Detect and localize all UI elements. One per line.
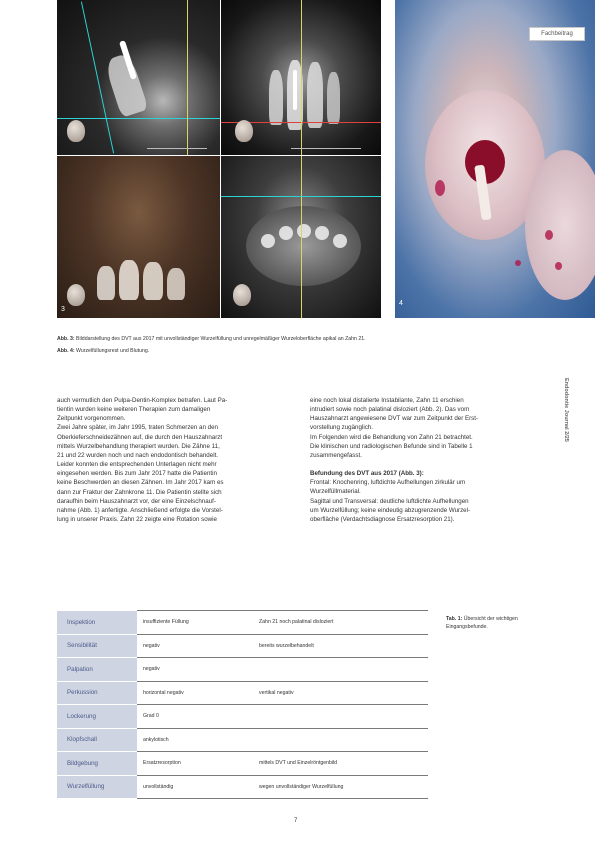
row-label: Palpation bbox=[57, 658, 137, 682]
caption-label: Abb. 4: bbox=[57, 348, 75, 354]
cell-note: bereits wurzelbehandelt bbox=[253, 634, 428, 658]
text-line: Die klinischen und radiologischen Befunde sind in Tabelle 1 bbox=[310, 442, 473, 450]
text-line: Wurzelfüllmaterial. bbox=[310, 488, 361, 496]
table-row bbox=[57, 705, 428, 729]
table-caption bbox=[446, 615, 556, 631]
text-line: Frontal: Knochenring, luftdichte Aufhellungen zirkulär um bbox=[310, 479, 466, 487]
row-label: Bildgebung bbox=[57, 752, 137, 776]
text-line: 21 und 22 wurden noch und nach endodontisch behandelt. bbox=[57, 451, 219, 459]
table-row bbox=[57, 634, 428, 658]
table-row bbox=[57, 658, 428, 682]
table-caption-text: Übersicht der wichtigen Eingangsbefunde. bbox=[446, 616, 518, 630]
text-line: Zwei Jahre später, im Jahr 1995, traten Schmerzen an den bbox=[57, 424, 218, 432]
cbct-3d-rendering-image bbox=[57, 156, 220, 318]
text-line: zusammengefasst. bbox=[310, 451, 362, 459]
cell-note: mittels DVT und Einzelröntgenbild bbox=[253, 752, 428, 776]
cell-value: Ersatzresorption bbox=[137, 752, 253, 776]
row-label: Perkussion bbox=[57, 681, 137, 705]
row-label: Wurzelfüllung bbox=[57, 775, 137, 799]
text-line: dann zur Fraktur der Zahnkrone 11. Die Patientin stellte sich bbox=[57, 488, 222, 496]
cell-value: horizontal negativ bbox=[137, 681, 253, 705]
table-row bbox=[57, 611, 428, 635]
cell-value: negativ bbox=[137, 634, 253, 658]
cell-note: Zahn 21 noch palatinal disloziert bbox=[253, 611, 428, 635]
table-row bbox=[57, 681, 428, 705]
table-row bbox=[57, 728, 428, 752]
figure-area bbox=[57, 0, 595, 318]
figure-4-caption bbox=[57, 348, 149, 354]
cell-value: negativ bbox=[137, 658, 253, 682]
text-line: tientin wurden keine weiteren Therapien zum damaligen bbox=[57, 406, 211, 414]
caption-label: Abb. 3: bbox=[57, 336, 75, 342]
page-number: 7 bbox=[294, 818, 298, 824]
figure-number-3: 3 bbox=[61, 306, 65, 313]
text-line: keine Beschwerden an diesen Zähnen. Im Jahr 2017 kam es bbox=[57, 479, 224, 487]
journal-side-text: Endodontie Journal 2/25 bbox=[563, 378, 569, 442]
cbct-coronal-image bbox=[221, 0, 381, 155]
text-line: lung in unserer Praxis. Zahn 22 zeigte eine Rotation sowie bbox=[57, 516, 217, 524]
text-line: eine noch lokal distalierte Instabilante, Zahn 11 erschien bbox=[310, 397, 464, 404]
text-line: Im Folgenden wird die Behandlung von Zahn 21 betrachtet. bbox=[310, 433, 473, 441]
cell-value: insuffiziente Füllung bbox=[137, 611, 253, 635]
cell-value: Grad 0 bbox=[137, 705, 253, 729]
cbct-sagittal-image bbox=[57, 0, 220, 155]
table-row bbox=[57, 775, 428, 799]
cell-note: wegen unvollständiger Wurzelfüllung bbox=[253, 775, 428, 799]
row-label: Lockerung bbox=[57, 705, 137, 729]
text-line: Zeitpunkt vorgenommen. bbox=[57, 415, 126, 423]
text-line: daraufhin beim Hauszahnarzt vor, der eine Einzelschnauf- bbox=[57, 497, 216, 505]
cell-note bbox=[253, 705, 428, 729]
cell-note bbox=[253, 728, 428, 752]
journal-side-label bbox=[559, 378, 571, 488]
text-line: Hauszahnarzt angewiesene DVT war zum Zeitpunkt der Erst- bbox=[310, 415, 479, 423]
text-line: um Wurzelfüllung; keine eindeutig abzugrenzende Wurzel- bbox=[310, 506, 471, 514]
text-line: oberfläche (Verdachtsdiagnose Ersatzresorption 21). bbox=[310, 515, 455, 523]
figure-number-4: 4 bbox=[399, 300, 403, 307]
section-badge: Fachbeitrag bbox=[529, 27, 585, 41]
cell-value: unvollständig bbox=[137, 775, 253, 799]
figure-3-caption bbox=[57, 336, 366, 342]
cell-value: ankylotisch bbox=[137, 728, 253, 752]
spacer bbox=[310, 460, 543, 469]
text-line: mittels Wurzelbehandlung therapiert wurden. Die Zähne 11, bbox=[57, 442, 220, 450]
cbct-axial-image bbox=[221, 156, 381, 318]
row-label: Klopfschall bbox=[57, 728, 137, 752]
text-line: Oberkieferschneidezähnen auf, die durch den Hauszahnarzt bbox=[57, 433, 223, 441]
text-line: Sagittal und Transversal: deutliche luftdichte Aufhellungen bbox=[310, 497, 469, 505]
caption-text: Bilddarstellung des DVT aus 2017 mit unvollständiger Wurzelfüllung und unregelmäßiger Wurzeloberfläche apikal an Zahn 21. bbox=[76, 336, 366, 342]
clinical-photo bbox=[395, 0, 595, 318]
findings-table bbox=[57, 610, 428, 799]
text-line: auch vermutlich den Pulpa-Dentin-Komplex betrafen. Laut Pa- bbox=[57, 397, 228, 404]
text-line: vorstellung zugänglich. bbox=[310, 424, 373, 432]
section-heading: Befundung des DVT aus 2017 (Abb. 3): bbox=[310, 470, 424, 478]
text-line: Leider konnten die entsprechenden Unterlagen nicht mehr bbox=[57, 461, 217, 469]
cell-note bbox=[253, 658, 428, 682]
body-column-left bbox=[57, 396, 290, 524]
row-label: Inspektion bbox=[57, 611, 137, 635]
table-row bbox=[57, 752, 428, 776]
row-label: Sensibilität bbox=[57, 634, 137, 658]
caption-text: Wurzelfüllungsrest und Blutung. bbox=[76, 348, 150, 354]
text-line: intrudiert sowie noch palatinal disloziert (Abb. 2). Das vom bbox=[310, 406, 470, 414]
text-line: nahme (Abb. 1) anfertigte. Anschließend erfolgte die Vorstel- bbox=[57, 506, 223, 514]
body-column-right bbox=[310, 396, 543, 524]
cell-note: vertikal negativ bbox=[253, 681, 428, 705]
text-line: eingesehen werden. Bis zum Jahr 2017 hatte die Patientin bbox=[57, 470, 217, 478]
table-caption-label: Tab. 1: bbox=[446, 616, 463, 622]
